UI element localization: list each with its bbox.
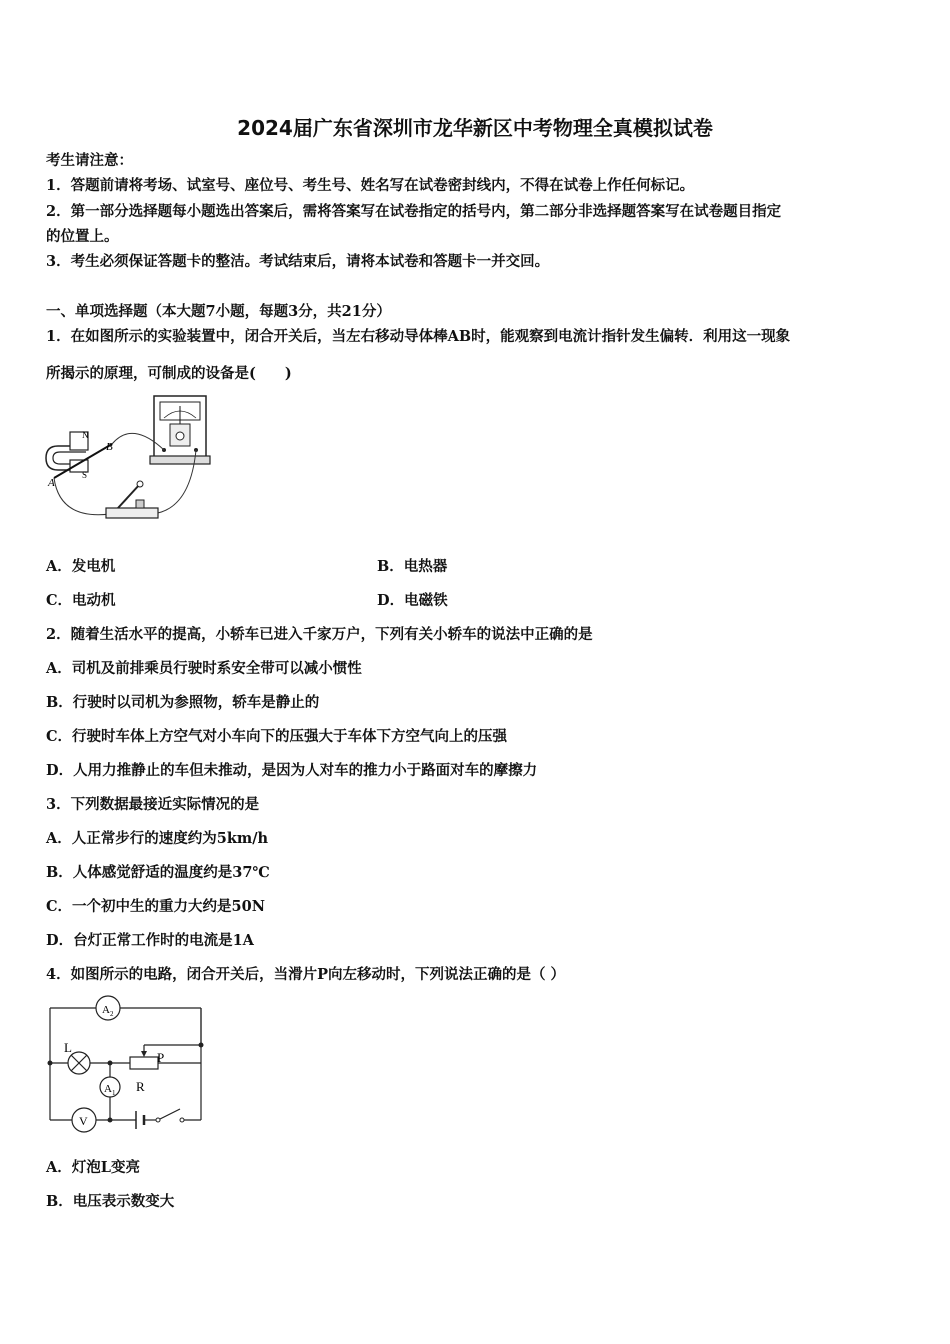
q1-figure <box>40 390 220 530</box>
q1-option-c: C．电动机 <box>46 592 116 609</box>
q2-option-b: B．行驶时以司机为参照物，轿车是静止的 <box>46 694 320 711</box>
ammeter-a2-letter: A <box>102 1004 110 1016</box>
q1-option-d: D．电磁铁 <box>377 592 448 609</box>
ammeter-a2 <box>96 996 120 1020</box>
q3-stem: 3．下列数据最接近实际情况的是 <box>46 796 260 813</box>
q1-option-b: B．电热器 <box>377 558 448 575</box>
rod-end-b-label: B <box>106 441 113 453</box>
section-heading: 一、单项选择题（本大题7小题，每题3分，共21分） <box>46 303 391 320</box>
notice-item-2: 2．第一部分选择题每小题选出答案后，需将答案写在试卷指定的括号内，第二部分非选择题答案写在试卷题目指定 <box>46 203 782 220</box>
ammeter-a1-letter: A <box>104 1083 112 1095</box>
notice-heading: 考生请注意： <box>46 152 133 169</box>
knife-switch <box>106 481 158 518</box>
q4-stem: 4．如图所示的电路，闭合开关后，当滑片P向左移动时，下列说法正确的是（ ） <box>46 966 566 983</box>
q1-option-a: A．发电机 <box>46 558 116 575</box>
q1-stem-line1: 1．在如图所示的实验装置中，闭合开关后，当左右移动导体棒AB时，能观察到电流计指针发生偏转．利用这一现象 <box>46 328 791 345</box>
ammeter-a2-subscript: 2 <box>110 1010 114 1018</box>
notice-item-2-cont: 的位置上。 <box>46 228 119 245</box>
q2-option-d: D．人用力推静止的车但未推动，是因为人对车的推力小于路面对车的摩擦力 <box>46 762 538 779</box>
voltmeter-v <box>72 1108 96 1132</box>
notice-item-3: 3．考生必须保证答题卡的整洁。考试结束后，请将本试卷和答题卡一并交回。 <box>46 253 550 270</box>
rod-end-a-label: A <box>48 477 55 489</box>
notice-item-1: 1．答题前请将考场、试室号、座位号、考生号、姓名写在试卷密封线内，不得在试卷上作任何标记。 <box>46 177 695 194</box>
voltmeter-label: V <box>79 1114 88 1128</box>
q4-option-b: B．电压表示数变大 <box>46 1193 175 1210</box>
galvanometer <box>150 396 210 464</box>
q2-option-c: C．行驶时车体上方空气对小车向下的压强大于车体下方空气向上的压强 <box>46 728 508 745</box>
magnet-south-label: S <box>82 470 88 480</box>
q2-option-a: A．司机及前排乘员行驶时系安全带可以减小惯性 <box>46 660 362 677</box>
q4-circuit-svg <box>40 995 215 1135</box>
q1-figure-svg <box>40 390 220 530</box>
q1-stem-line2: 所揭示的原理，可制成的设备是( ) <box>46 365 292 382</box>
lamp-l <box>68 1052 90 1074</box>
q3-option-c: C．一个初中生的重力大约是50N <box>46 898 265 915</box>
page-title: 2024届广东省深圳市龙华新区中考物理全真模拟试卷 <box>237 116 713 140</box>
lamp-label: L <box>64 1040 72 1055</box>
q4-option-a: A．灯泡L变亮 <box>46 1159 140 1176</box>
resistor-label: R <box>136 1079 145 1094</box>
ammeter-a1-subscript: 1 <box>112 1089 116 1097</box>
slider-label: P <box>157 1050 165 1065</box>
ammeter-a1 <box>100 1077 120 1097</box>
magnet-north-label: N <box>82 430 89 440</box>
q3-option-b: B．人体感觉舒适的温度约是37℃ <box>46 864 270 881</box>
q4-figure <box>40 995 215 1135</box>
q3-option-d: D．台灯正常工作时的电流是1A <box>46 932 254 949</box>
slider-arrow <box>141 1051 147 1057</box>
q3-option-a: A．人正常步行的速度约为5km/h <box>46 830 269 847</box>
q2-stem: 2．随着生活水平的提高，小轿车已进入千家万户，下列有关小轿车的说法中正确的是 <box>46 626 593 643</box>
